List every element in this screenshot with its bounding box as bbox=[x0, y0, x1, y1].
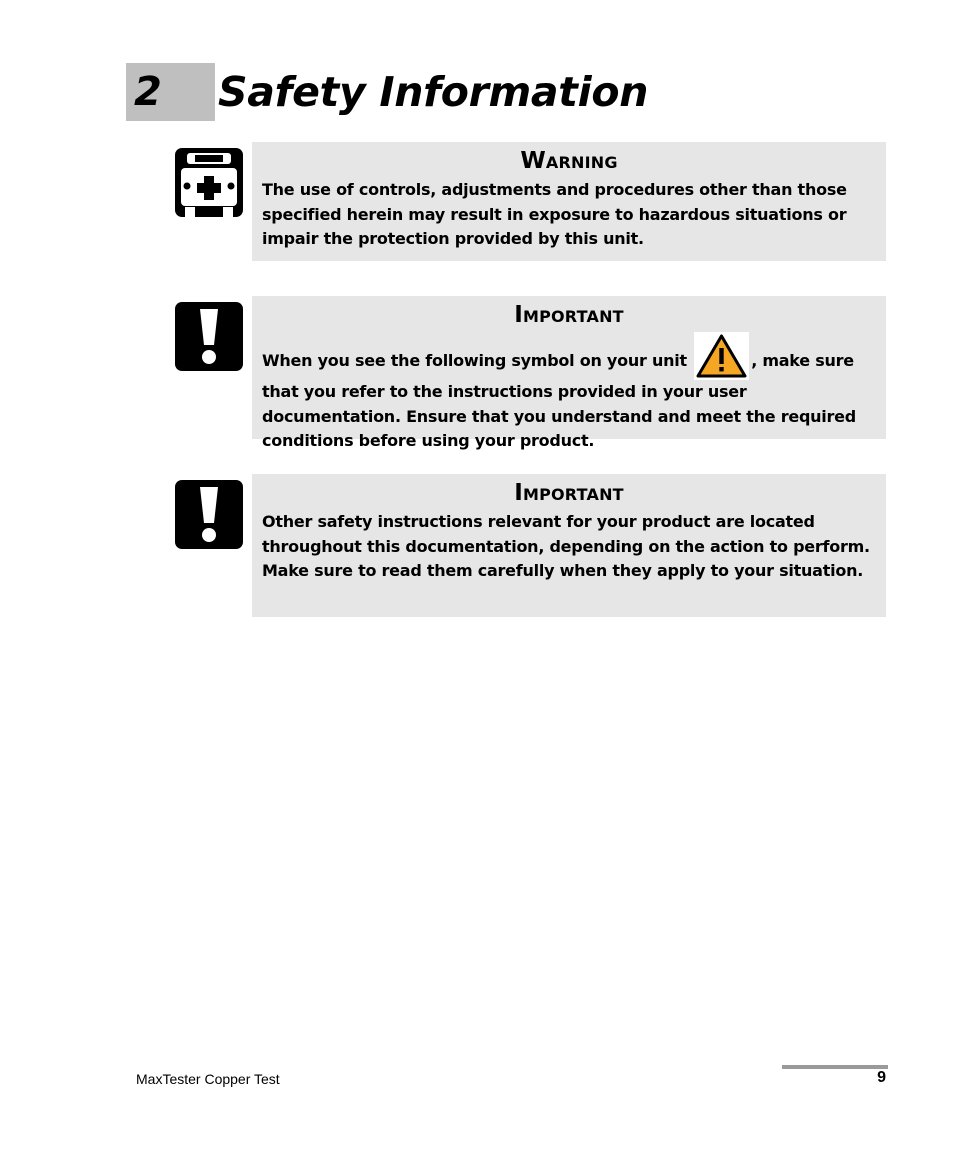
page-title: Safety Information bbox=[218, 68, 649, 116]
page-number: 9 bbox=[877, 1069, 886, 1086]
exclamation-icon bbox=[175, 302, 243, 371]
important-notice bbox=[252, 296, 886, 450]
exclamation-icon bbox=[175, 480, 243, 549]
notice-text-after: , make sure that you refer to the instructions provided in your user documentation. Ensure that you understand and meet the required conditions before using your product. bbox=[262, 351, 856, 450]
warning-triangle-icon bbox=[694, 332, 749, 380]
first-aid-icon bbox=[175, 148, 243, 217]
notice-heading: Warning bbox=[520, 148, 618, 174]
notice-text-before: When you see the following symbol on your unit bbox=[262, 351, 687, 370]
notice-text bbox=[262, 332, 876, 454]
notice-heading: Important bbox=[514, 480, 624, 506]
notice-text: The use of controls, adjustments and procedures other than those specified herein may result in exposure to hazardous situations or impair the protection provided by this unit. bbox=[262, 180, 847, 248]
important-notice bbox=[252, 474, 886, 617]
notice-text: Other safety instructions relevant for your product are located throughout this documentation, depending on the action to perform. Make sure to read them carefully when they apply to your situation. bbox=[262, 512, 870, 580]
chapter-number: 2 bbox=[126, 63, 215, 121]
warning-notice bbox=[252, 142, 886, 261]
footer-title: MaxTester Copper Test bbox=[136, 1071, 280, 1087]
notice-heading: Important bbox=[514, 302, 624, 328]
